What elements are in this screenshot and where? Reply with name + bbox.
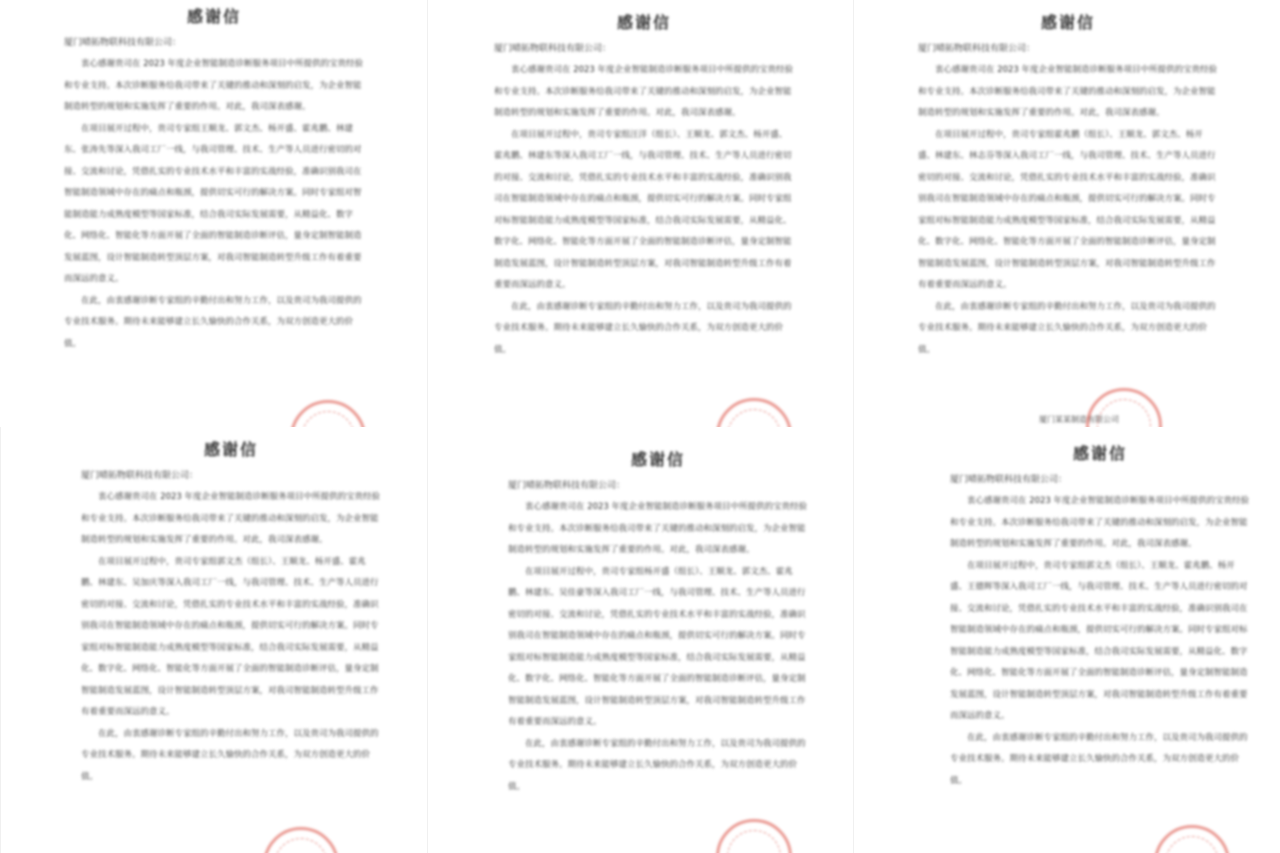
letter-4	[81, 433, 381, 788]
letter-3	[918, 6, 1218, 361]
letter-salutation: 厦门晴拓物联科技有限公司：	[494, 44, 612, 54]
letter-salutation: 厦门晴拓物联科技有限公司：	[950, 475, 1068, 485]
company-seal-stamp	[1086, 388, 1162, 427]
letter-card-6	[853, 427, 1280, 853]
letter-card-3	[853, 0, 1280, 427]
letter-title: 感谢信	[203, 440, 258, 459]
letter-5	[508, 443, 808, 798]
letter-paragraph: 在项目展开过程中，贵司专家组汪洋（组长）、王顺龙、郭文杰、杨开盛、霍兆鹏、林建东等深入我司工厂一线，与我司管理、技术、生产等人员进行密切的对接、交流和讨论，凭借扎实的专业技术水平和丰富的实战经验，准确识别我司在智能制造领域中存在的痛点和瓶颈，提供切实可行的解决方案。同时专家组对标智能制造能力成熟度模型等国家标准，结合我司实际发展需要，从精益化、数字化、网络化、智能化等方面开展了全面的智能制造诊断评估，量身定制智能制造发展蓝图，设计智能制造转型顶层方案，对我司智能制造转型升级工作有着重要而深远的意义。	[494, 129, 792, 290]
letter-title: 感谢信	[630, 450, 685, 469]
letter-salutation: 厦门晴拓物联科技有限公司：	[81, 471, 199, 481]
letter-title: 感谢信	[616, 13, 671, 32]
company-seal-stamp	[263, 827, 339, 853]
letter-paragraph: 衷心感谢贵司在 2023 年度企业智能制造诊断服务项目中所提供的宝贵经验和专业支持。本次诊断服务给我司带来了关键的推动和深刻的启发，为企业智能制造转型的规划和实施发挥了重要的作用。对此，我司深表感谢。	[494, 65, 794, 118]
letter-paragraph: 在项目展开过程中，贵司专家组郭文杰（组长）、王顺龙、杨开盛、霍兆鹏、林建东、吴加庆等深入我司工厂一线，与我司管理、技术、生产等人员进行密切的对接、交流和讨论，凭借扎实的专业技术水平和丰富的实战经验，准确识别我司在智能制造领域中存在的痛点和瓶颈，提供切实可行的解决方案。同时专家组对标智能制造能力成熟度模型等国家标准，结合我司实际发展需要，从精益化、数字化、网络化、智能化等方面开展了全面的智能制造诊断评估，量身定制智能制造发展蓝图，设计智能制造转型顶层方案，对我司智能制造转型升级工作有着重要而深远的意义。	[81, 556, 379, 717]
letter-salutation: 厦门晴拓物联科技有限公司：	[918, 44, 1036, 54]
letter-paragraph: 衷心感谢贵司在 2023 年度企业智能制造诊断服务项目中所提供的宝贵经验和专业支持。本次诊断服务给我司带来了关键的推动和深刻的启发，为企业智能制造转型的规划和实施发挥了重要的作用。对此，我司深表感谢。	[64, 59, 364, 112]
letter-paragraph: 衷心感谢贵司在 2023 年度企业智能制造诊断服务项目中所提供的宝贵经验和专业支持。本次诊断服务给我司带来了关键的推动和深刻的启发，为企业智能制造转型的规划和实施发挥了重要的作用。对此，我司深表感谢。	[918, 65, 1218, 118]
letter-card-1	[0, 0, 427, 427]
letter-paragraph: 在此，由衷感谢诊断专家组的辛勤付出和努力工作，以及贵司为我司提供的专业技术服务。期待未来能够建立长久愉快的合作关系，为双方创造更大的价值。	[918, 301, 1216, 355]
letter-salutation: 厦门晴拓物联科技有限公司：	[64, 38, 182, 48]
company-seal-stamp	[290, 400, 366, 427]
letter-2	[494, 6, 794, 361]
letter-card-2	[427, 0, 853, 427]
letter-salutation: 厦门晴拓物联科技有限公司：	[508, 481, 626, 491]
letter-title: 感谢信	[1040, 13, 1095, 32]
letter-paragraph: 在此，由衷感谢诊断专家组的辛勤付出和努力工作，以及贵司为我司提供的专业技术服务。期待未来能够建立长久愉快的合作关系，为双方创造更大的价值。	[494, 301, 792, 355]
company-seal-stamp	[716, 819, 792, 853]
letter-paragraph: 在此，由衷感谢诊断专家组的辛勤付出和努力工作，以及贵司为我司提供的专业技术服务。期待未来能够建立长久愉快的合作关系，为双方创造更大的价值。	[81, 728, 379, 782]
letter-paragraph: 衷心感谢贵司在 2023 年度企业智能制造诊断服务项目中所提供的宝贵经验和专业支持。本次诊断服务给我司带来了关键的推动和深刻的启发，为企业智能制造转型的规划和实施发挥了重要的作用。对此，我司深表感谢。	[508, 502, 808, 555]
letter-title: 感谢信	[1072, 444, 1127, 463]
letter-1	[64, 0, 364, 355]
company-seal-stamp	[1154, 825, 1230, 853]
letter-paragraph: 在此，由衷感谢诊断专家组的辛勤付出和努力工作，以及贵司为我司提供的专业技术服务。期待未来能够建立长久愉快的合作关系，为双方创造更大的价值。	[64, 295, 362, 349]
letter-6	[950, 437, 1250, 792]
letter-signature: 厦门某某制造有限公司	[1039, 415, 1119, 424]
letter-paragraph: 衷心感谢贵司在 2023 年度企业智能制造诊断服务项目中所提供的宝贵经验和专业支持。本次诊断服务给我司带来了关键的推动和深刻的启发，为企业智能制造转型的规划和实施发挥了重要的作用。对此，我司深表感谢。	[950, 496, 1250, 549]
letter-card-4	[0, 427, 427, 853]
letter-title: 感谢信	[186, 7, 241, 26]
letter-card-5	[427, 427, 853, 853]
company-seal-stamp	[716, 398, 792, 427]
letter-paragraph: 在项目展开过程中，贵司专家组王顺龙、郭文杰、杨开盛、霍兆鹏、林建东、张涛先等深入我司工厂一线，与我司管理、技术、生产等人员进行密切的对接、交流和讨论，凭借扎实的专业技术水平和丰富的实战经验，准确识别我司在智能制造领域中存在的痛点和瓶颈，提供切实可行的解决方案。同时专家组对智能制造能力成熟度模型等国家标准，结合我司实际发展需要，从精益化、数字化、网络化、智能化等方面开展了全面的智能制造诊断评估，量身定制智能制造发展蓝图，设计智能制造转型顶层方案，对我司智能制造转型升级工作有着重要而深远的意义。	[64, 123, 362, 284]
letter-paragraph: 在项目展开过程中，贵司专家组杨开盛（组长）、王顺龙、郭文杰、霍兆鹏、林建东、吴佳豪等深入我司工厂一线，与我司管理、技术、生产等人员进行密切的对接、交流和讨论，凭借扎实的专业技术水平和丰富的实战经验，准确识别我司在智能制造领域中存在的痛点和瓶颈，提供切实可行的解决方案。同时专家组对标智能制造能力成熟度模型等国家标准，结合我司实际发展需要，从精益化、数字化、网络化、智能化等方面开展了全面的智能制造诊断评估，量身定制智能制造发展蓝图，设计智能制造转型顶层方案，对我司智能制造转型升级工作有着重要而深远的意义。	[508, 566, 806, 727]
letter-paragraph: 衷心感谢贵司在 2023 年度企业智能制造诊断服务项目中所提供的宝贵经验和专业支持。本次诊断服务给我司带来了关键的推动和深刻的启发，为企业智能制造转型的规划和实施发挥了重要的作用。对此，我司深表感谢。	[81, 492, 381, 545]
letter-paragraph: 在项目展开过程中，贵司专家组霍兆鹏（组长）、王顺龙、郭文杰、杨开盛、林建东、林志芬等深入我司工厂一线，与我司管理、技术、生产等人员进行密切的对接、交流和讨论，凭借扎实的专业技术水平和丰富的实战经验，准确识别我司在智能制造领域中存在的痛点和瓶颈，提供切实可行的解决方案。同时专家组对标智能制造能力成熟度模型等国家标准，结合我司实际发展需要，从精益化、数字化、网络化、智能化等方面开展了全面的智能制造诊断评估，量身定制智能制造发展蓝图，设计智能制造转型顶层方案，对我司智能制造转型升级工作有着重要而深远的意义。	[918, 129, 1216, 290]
letter-paragraph: 在项目展开过程中，贵司专家组郭文杰（组长）、王顺龙、霍兆鹏、杨开盛、王德辉等深入我司工厂一线，与我司管理、技术、生产等人员进行密切的对接、交流和讨论，凭借扎实的专业技术水平和丰富的实战经验，准确识别我司在智能制造领域中存在的痛点和瓶颈，提供切实可行的解决方案。同时专家组对标智能制造能力成熟度模型等国家标准，结合我司实际发展需要，从精益化、数字化、网络化、智能化等方面开展了全面的智能制造诊断评估，量身定制智能制造发展蓝图，设计智能制造转型顶层方案，对我司智能制造转型升级工作有着重要而深远的意义。	[950, 560, 1248, 721]
letter-paragraph: 在此，由衷感谢诊断专家组的辛勤付出和努力工作，以及贵司为我司提供的专业技术服务。期待未来能够建立长久愉快的合作关系，为双方创造更大的价值。	[508, 738, 806, 792]
letter-paragraph: 在此，由衷感谢诊断专家组的辛勤付出和努力工作，以及贵司为我司提供的专业技术服务。期待未来能够建立长久愉快的合作关系，为双方创造更大的价值。	[950, 732, 1248, 786]
